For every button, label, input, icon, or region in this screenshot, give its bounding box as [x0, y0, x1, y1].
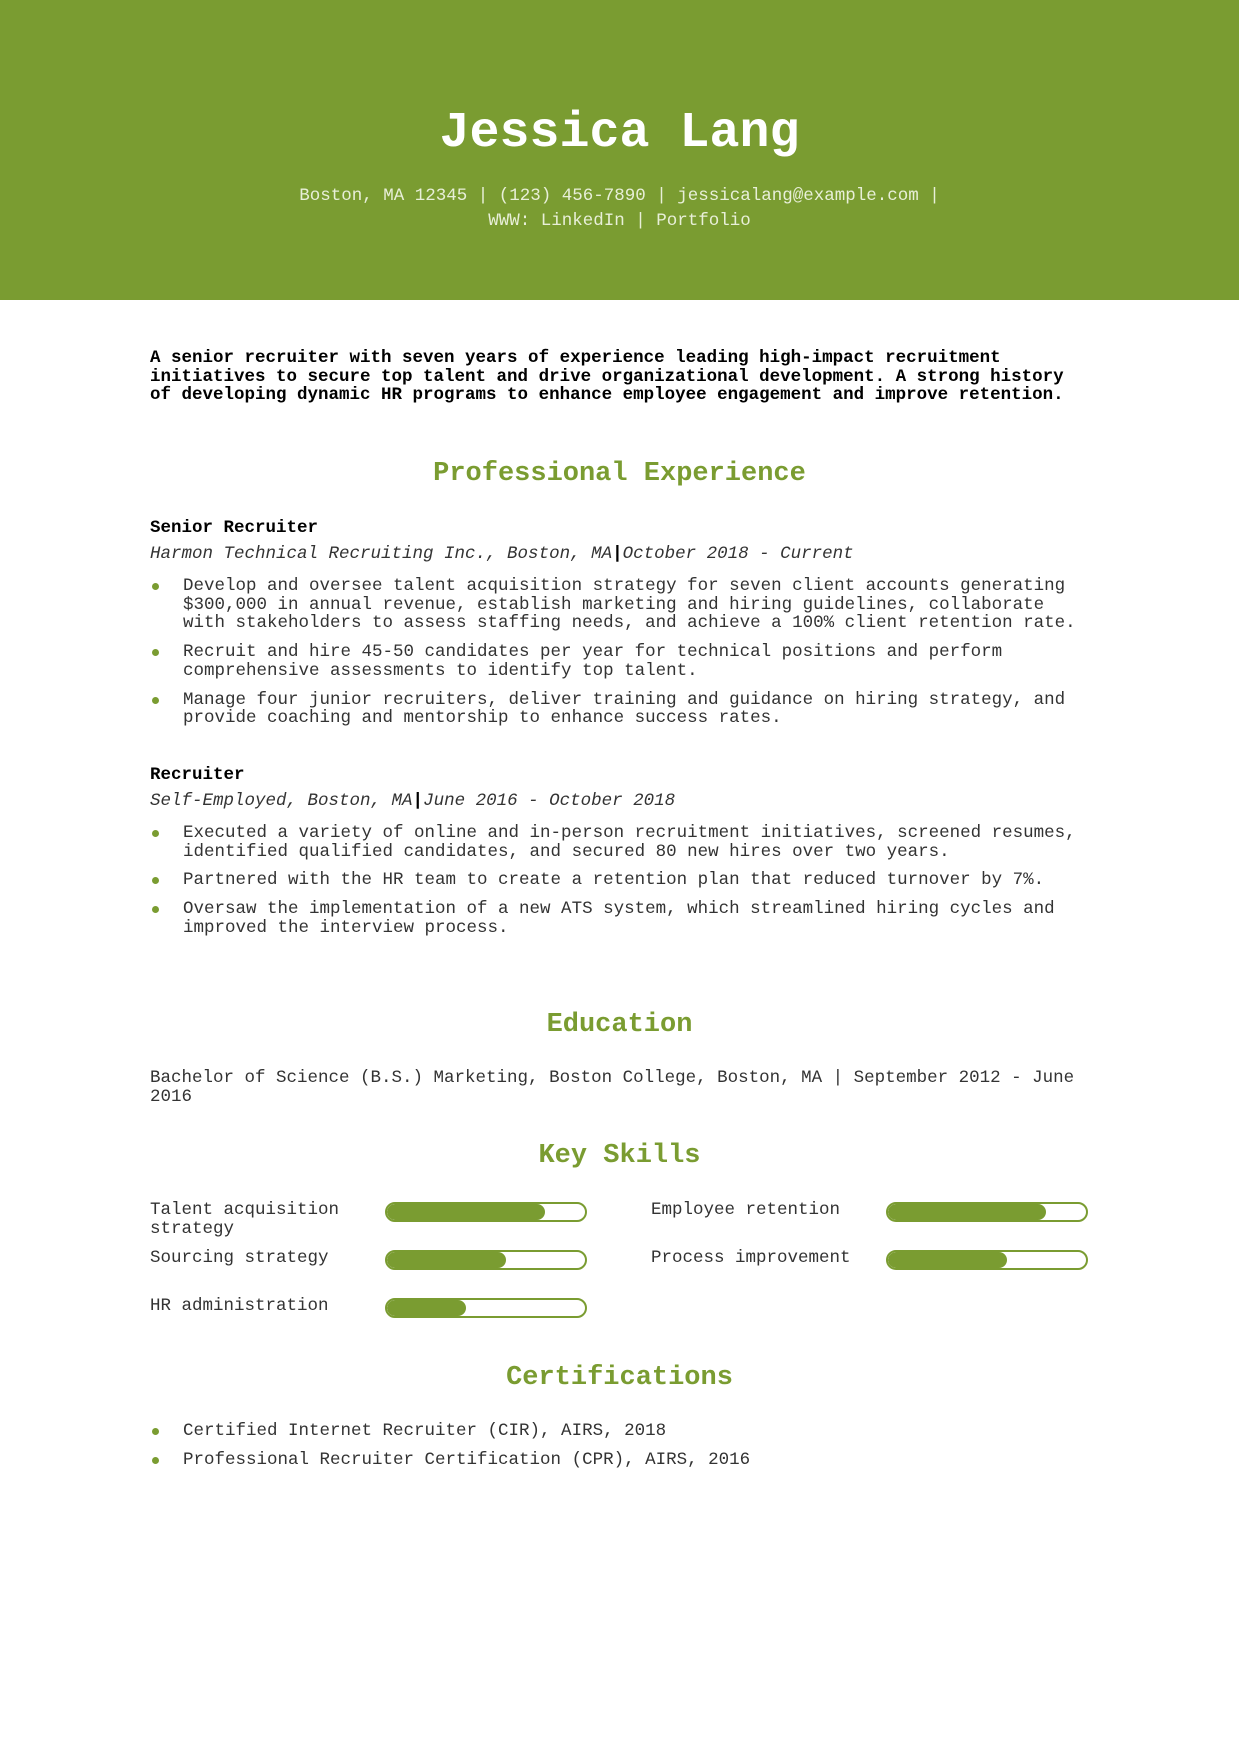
job-company: Harmon Technical Recruiting Inc., Boston, MA [150, 544, 613, 564]
list-item: Partnered with the HR team to create a retention plan that reduced turnover by 7%. [150, 871, 1090, 890]
skill-fill [387, 1300, 466, 1316]
experience-heading: Professional Experience [433, 459, 806, 489]
job-company-dates [150, 544, 854, 564]
professional-summary: A senior recruiter with seven years of experience leading high-impact recruitment initiatives to secure top talent and drive organizational development. A strong history of developing dynamic HR programs to enhance employee engagement and improve retention. [150, 348, 1064, 406]
bullet-icon [152, 830, 159, 837]
certifications-heading: Certifications [506, 1363, 733, 1393]
job-bullets [150, 577, 1090, 738]
list-item: Professional Recruiter Certification (CPR), AIRS, 2016 [150, 1451, 1090, 1470]
contact-line-2: WWW: LinkedIn | Portfolio [488, 211, 751, 231]
list-item: Develop and oversee talent acquisition strategy for seven client accounts generating $300,000 in annual revenue, establish marketing and hiring guidelines, collaborate with stakeholders to assess staffing needs, and achieve a 100% client retention rate. [150, 577, 1090, 633]
list-item: Manage four junior recruiters, deliver training and guidance on hiring strategy, and provide coaching and mentorship to enhance success rates. [150, 691, 1090, 728]
certification-list [150, 1422, 1090, 1479]
bullet-icon [152, 1428, 159, 1435]
candidate-name: Jessica Lang [439, 105, 800, 162]
list-item: Oversaw the implementation of a new ATS system, which streamlined hiring cycles and improved the interview process. [150, 900, 1090, 937]
bullet-icon [152, 649, 159, 656]
skill-bar [385, 1250, 587, 1270]
skill-fill [888, 1252, 1007, 1268]
skill-fill [888, 1204, 1046, 1220]
list-item: Recruit and hire 45-50 candidates per year for technical positions and perform comprehensive assessments to identify top talent. [150, 643, 1090, 680]
bullet-icon [152, 906, 159, 913]
bullet-icon [152, 877, 159, 884]
contact-info [230, 184, 1009, 234]
job-separator: | [412, 791, 424, 811]
skill-label: Employee retention [651, 1200, 841, 1220]
education-heading: Education [546, 1010, 693, 1040]
list-item: Certified Internet Recruiter (CIR), AIRS, 2018 [150, 1422, 1090, 1441]
education-entry: Bachelor of Science (B.S.) Marketing, Boston College, Boston, MA | September 2012 - June 2016 [150, 1068, 1075, 1107]
skill-bar [886, 1250, 1088, 1270]
bullet-icon [152, 697, 159, 704]
contact-line-1: Boston, MA 12345 | (123) 456-7890 | jessicalang@example.com | [299, 186, 940, 206]
job-company-dates [150, 791, 675, 811]
skills-heading: Key Skills [538, 1141, 701, 1171]
skill-label: Sourcing strategy [150, 1248, 329, 1268]
skill-bar [385, 1202, 587, 1222]
skill-fill [387, 1204, 545, 1220]
job-title: Senior Recruiter [150, 518, 319, 538]
list-item: Executed a variety of online and in-person recruitment initiatives, screened resumes, identified qualified candidates, and secured 80 new hires over two years. [150, 824, 1090, 861]
skill-bar [886, 1202, 1088, 1222]
bullet-icon [152, 583, 159, 590]
job-separator: | [612, 544, 623, 564]
skill-label: HR administration [150, 1296, 329, 1316]
bullet-icon [152, 1457, 159, 1464]
skill-label: Process improvement [651, 1248, 851, 1268]
skill-bar [385, 1298, 587, 1318]
skill-label: Talent acquisition strategy [150, 1200, 340, 1239]
job-company: Self-Employed, Boston, MA [150, 791, 413, 811]
job-bullets [150, 824, 1090, 948]
job-title: Recruiter [150, 765, 245, 785]
job-dates: June 2016 - October 2018 [423, 791, 676, 811]
skill-fill [387, 1252, 506, 1268]
job-dates: October 2018 - Current [622, 544, 854, 564]
